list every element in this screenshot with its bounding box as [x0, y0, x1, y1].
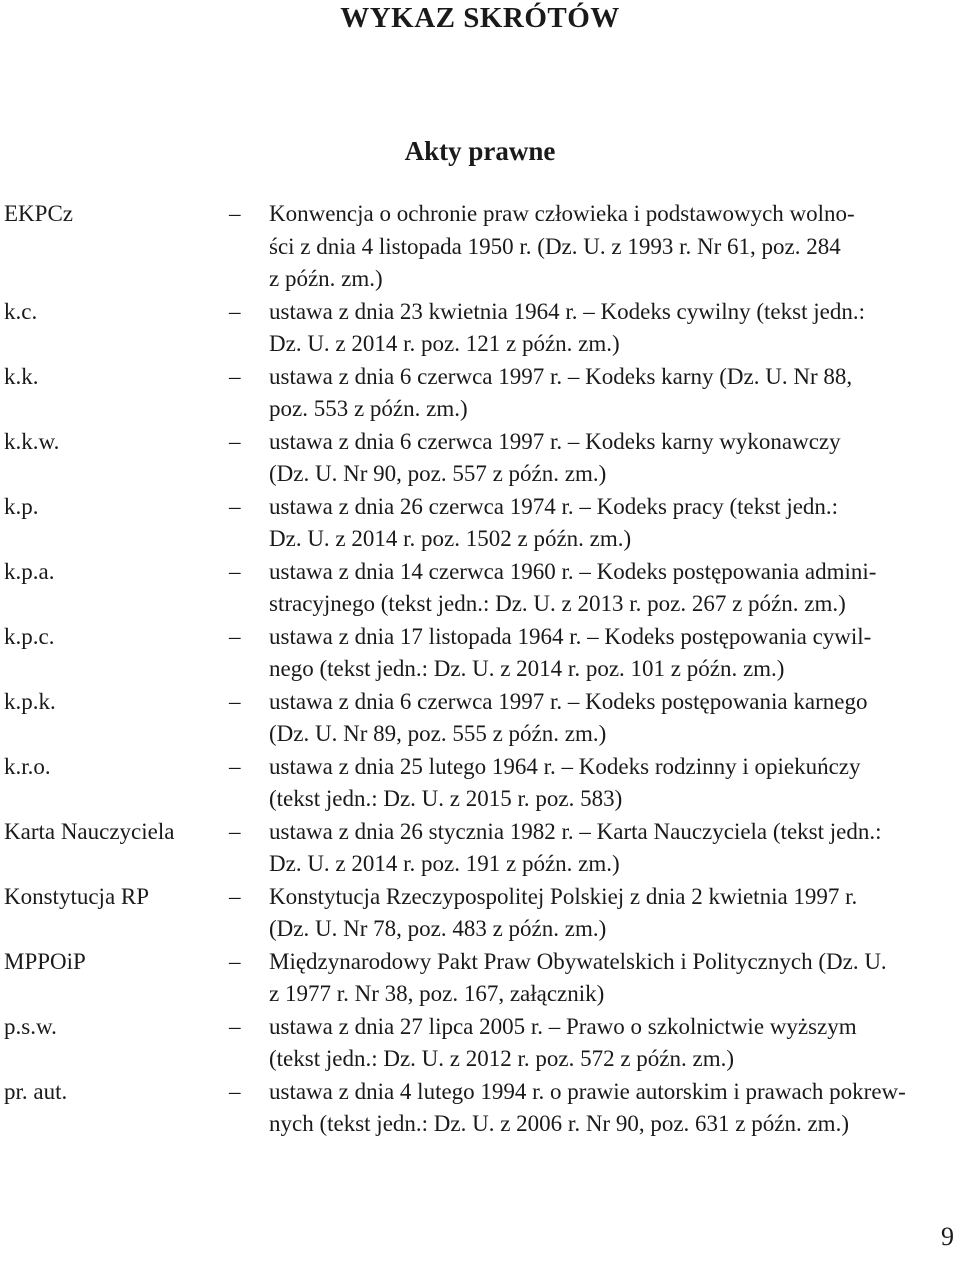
page-title: WYKAZ SKRÓTÓW — [340, 2, 620, 34]
description-line: stracyjnego (tekst jedn.: Dz. U. z 2013 r. poz. 267 z późn. zm.) — [269, 591, 846, 616]
dash-separator: – — [229, 688, 241, 714]
abbreviation-description — [269, 946, 956, 1011]
description-line: (tekst jedn.: Dz. U. z 2015 r. poz. 583) — [269, 786, 623, 811]
description-line: ustawa z dnia 26 stycznia 1982 r. – Karta Nauczyciela (tekst jedn.: — [269, 818, 882, 844]
abbreviation-description — [269, 751, 956, 816]
abbreviation-description — [269, 361, 956, 426]
abbreviation-entry — [4, 946, 956, 1011]
dash-separator: – — [229, 298, 241, 324]
description-line: (Dz. U. Nr 90, poz. 557 z późn. zm.) — [269, 461, 607, 486]
abbreviation-description — [269, 816, 956, 881]
abbreviation-term: Karta Nauczyciela — [4, 818, 175, 844]
abbreviation-entry — [4, 491, 956, 556]
abbreviation-term: k.k.w. — [4, 428, 60, 454]
abbreviation-term: k.p.k. — [4, 688, 56, 714]
dash-separator: – — [229, 428, 241, 454]
description-line: ustawa z dnia 27 lipca 2005 r. – Prawo o szkolnictwie wyższym — [269, 1013, 857, 1039]
description-line: ustawa z dnia 6 czerwca 1997 r. – Kodeks karny (Dz. U. Nr 88, — [269, 363, 853, 389]
abbreviation-term: k.p.c. — [4, 623, 55, 649]
abbreviation-list — [4, 198, 956, 1141]
description-line: ści z dnia 4 listopada 1950 r. (Dz. U. z 1993 r. Nr 61, poz. 284 — [269, 233, 841, 259]
description-line: (Dz. U. Nr 78, poz. 483 z późn. zm.) — [269, 916, 607, 941]
abbreviation-description — [269, 1011, 956, 1076]
description-line: z 1977 r. Nr 38, poz. 167, załącznik) — [269, 981, 605, 1006]
description-line: ustawa z dnia 17 listopada 1964 r. – Kodeks postępowania cywil- — [269, 623, 872, 649]
dash-separator: – — [229, 948, 241, 974]
abbreviation-entry — [4, 1011, 956, 1076]
dash-separator: – — [229, 883, 241, 909]
abbreviation-description — [269, 426, 956, 491]
abbreviation-description — [269, 556, 956, 621]
abbreviation-entry — [4, 686, 956, 751]
abbreviation-entry — [4, 881, 956, 946]
description-line: poz. 553 z późn. zm.) — [269, 396, 468, 421]
abbreviation-entry — [4, 296, 956, 361]
description-line: ustawa z dnia 14 czerwca 1960 r. – Kodeks postępowania admini- — [269, 558, 877, 584]
description-line: ustawa z dnia 4 lutego 1994 r. o prawie autorskim i prawach pokrew- — [269, 1078, 906, 1104]
abbreviation-term: k.c. — [4, 298, 38, 324]
description-line: Międzynarodowy Pakt Praw Obywatelskich i Politycznych (Dz. U. — [269, 948, 887, 974]
dash-separator: – — [229, 558, 241, 584]
abbreviation-description — [269, 686, 956, 751]
dash-separator: – — [229, 818, 241, 844]
abbreviation-term: p.s.w. — [4, 1013, 57, 1039]
dash-separator: – — [229, 753, 241, 779]
dash-separator: – — [229, 493, 241, 519]
abbreviation-description — [269, 881, 956, 946]
abbreviation-entry — [4, 198, 956, 296]
description-line: ustawa z dnia 23 kwietnia 1964 r. – Kodeks cywilny (tekst jedn.: — [269, 298, 865, 324]
description-line: Dz. U. z 2014 r. poz. 191 z późn. zm.) — [269, 851, 620, 876]
abbreviation-description — [269, 621, 956, 686]
description-line: nych (tekst jedn.: Dz. U. z 2006 r. Nr 90, poz. 631 z późn. zm.) — [269, 1111, 849, 1136]
dash-separator: – — [229, 1013, 241, 1039]
description-line: Dz. U. z 2014 r. poz. 1502 z późn. zm.) — [269, 526, 632, 551]
abbreviation-term: MPPOiP — [4, 948, 86, 974]
abbreviation-entry — [4, 751, 956, 816]
abbreviation-entry — [4, 1076, 956, 1141]
abbreviation-term: k.p.a. — [4, 558, 55, 584]
description-line: ustawa z dnia 6 czerwca 1997 r. – Kodeks karny wykonawczy — [269, 428, 841, 454]
dash-separator: – — [229, 1078, 241, 1104]
description-line: nego (tekst jedn.: Dz. U. z 2014 r. poz. 101 z późn. zm.) — [269, 656, 785, 681]
abbreviation-term: Konstytucja RP — [4, 883, 150, 909]
abbreviation-term: k.k. — [4, 363, 39, 389]
dash-separator: – — [229, 363, 241, 389]
abbreviation-entry — [4, 361, 956, 426]
abbreviation-entry — [4, 426, 956, 491]
abbreviation-description — [269, 491, 956, 556]
description-line: (tekst jedn.: Dz. U. z 2012 r. poz. 572 z późn. zm.) — [269, 1046, 734, 1071]
abbreviation-term: EKPCz — [4, 201, 73, 226]
description-line: z późn. zm.) — [269, 266, 383, 291]
description-line: (Dz. U. Nr 89, poz. 555 z późn. zm.) — [269, 721, 607, 746]
abbreviation-term: k.r.o. — [4, 753, 51, 779]
abbreviation-description — [269, 198, 956, 296]
abbreviation-entry — [4, 621, 956, 686]
description-line: Dz. U. z 2014 r. poz. 121 z późn. zm.) — [269, 331, 620, 356]
abbreviation-term: pr. aut. — [4, 1078, 68, 1104]
section-heading: Akty prawne — [404, 136, 556, 166]
description-line: ustawa z dnia 25 lutego 1964 r. – Kodeks rodzinny i opiekuńczy — [269, 753, 861, 779]
dash-separator: – — [229, 201, 241, 226]
page-number: 9 — [941, 1222, 954, 1251]
dash-separator: – — [229, 623, 241, 649]
description-line: Konstytucja Rzeczypospolitej Polskiej z dnia 2 kwietnia 1997 r. — [269, 883, 858, 909]
description-line: ustawa z dnia 6 czerwca 1997 r. – Kodeks postępowania karnego — [269, 688, 868, 714]
abbreviation-description — [269, 1076, 956, 1141]
abbreviation-description — [269, 296, 956, 361]
description-line: Konwencja o ochronie praw człowieka i podstawowych wolno- — [269, 201, 855, 226]
abbreviation-term: k.p. — [4, 493, 39, 519]
abbreviation-entry — [4, 816, 956, 881]
abbreviation-entry — [4, 556, 956, 621]
description-line: ustawa z dnia 26 czerwca 1974 r. – Kodeks pracy (tekst jedn.: — [269, 493, 839, 519]
